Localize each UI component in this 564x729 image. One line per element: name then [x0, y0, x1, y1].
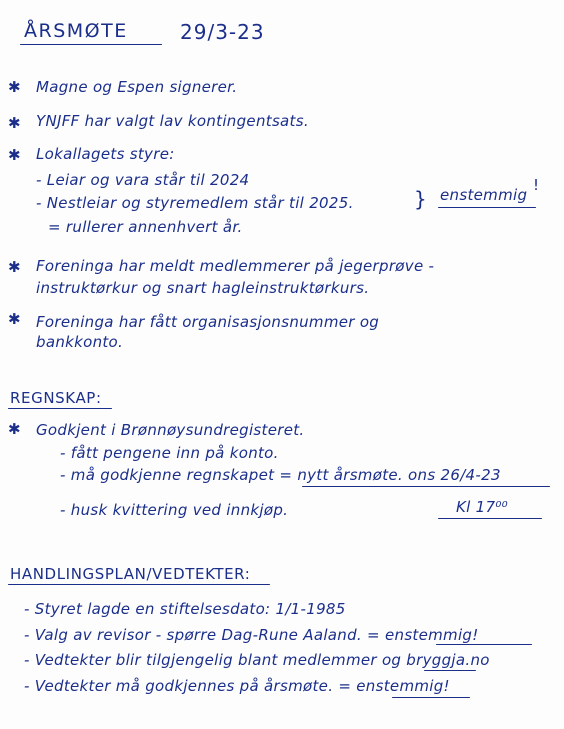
regnskap-item: - fått pengene inn på konto. [60, 444, 279, 462]
bullet-text-cont: instruktørkur og snart hagleinstruktørkurs. [36, 279, 370, 297]
bullet-star: ✱ [8, 420, 21, 438]
bullet-star: ✱ [8, 258, 21, 276]
handlingsplan-item: - Vedtekter blir tilgjengelig blant medlemmer og bryggja.no [24, 651, 490, 669]
bullet-text: Lokallagets styre: [36, 145, 175, 163]
handlingsplan-heading: HANDLINGSPLAN/VEDTEKTER: [10, 565, 251, 583]
meeting-date: 29/3-23 [180, 20, 265, 44]
bryggja-underline [424, 670, 476, 671]
enstemmig-note: enstemmig [440, 186, 528, 204]
enstemmig-underline [438, 207, 536, 208]
regnskap-item: - husk kvittering ved innkjøp. [60, 501, 289, 519]
regnskap-item: - må godkjenne regnskapet = nytt årsmøte. ons 26/4-23 [60, 466, 501, 484]
handlingsplan-item: - Vedtekter må godkjennes på årsmøte. = enstemmig! [24, 677, 450, 695]
bullet-star: ✱ [8, 310, 21, 328]
bullet-text-cont: bankkonto. [36, 333, 124, 351]
bullet-star: ✱ [8, 78, 21, 96]
bullet-text: YNJFF har valgt lav kontingentsats. [36, 112, 309, 130]
time-underline [438, 518, 542, 519]
title-underline [20, 44, 162, 45]
handlingsplan-item: - Valg av revisor - spørre Dag-Rune Aaland. = enstemmig! [24, 626, 479, 644]
sub-item: - Nestleiar og styremedlem står til 2025. [36, 194, 354, 212]
bullet-text: Magne og Espen signerer. [36, 78, 238, 96]
arsmote-underline [302, 486, 550, 487]
regnskap-heading: REGNSKAP: [10, 389, 102, 407]
regnskap-underline [8, 408, 112, 409]
handlingsplan-item: - Styret lagde en stiftelsesdato: 1/1-1985 [24, 600, 346, 618]
enstemmig-underline [436, 644, 532, 645]
bullet-text: Foreninga har fått organisasjonsnummer og [36, 313, 380, 331]
enstemmig-underline [392, 697, 470, 698]
sub-item: = rullerer annenhvert år. [48, 218, 243, 236]
page-title: ÅRSMØTE [24, 20, 128, 42]
brace-mark: } [414, 187, 428, 211]
regnskap-main: Godkjent i Brønnøysundregisteret. [36, 421, 305, 439]
bullet-star: ✱ [8, 146, 21, 164]
sub-item: - Leiar og vara står til 2024 [36, 171, 250, 189]
meeting-time: Kl 17⁰⁰ [456, 498, 508, 516]
bullet-text: Foreninga har meldt medlemmerer på jegerprøve - [36, 257, 435, 275]
handlingsplan-underline [8, 584, 270, 585]
exclamation-mark: ! [533, 176, 540, 194]
bullet-star: ✱ [8, 114, 21, 132]
